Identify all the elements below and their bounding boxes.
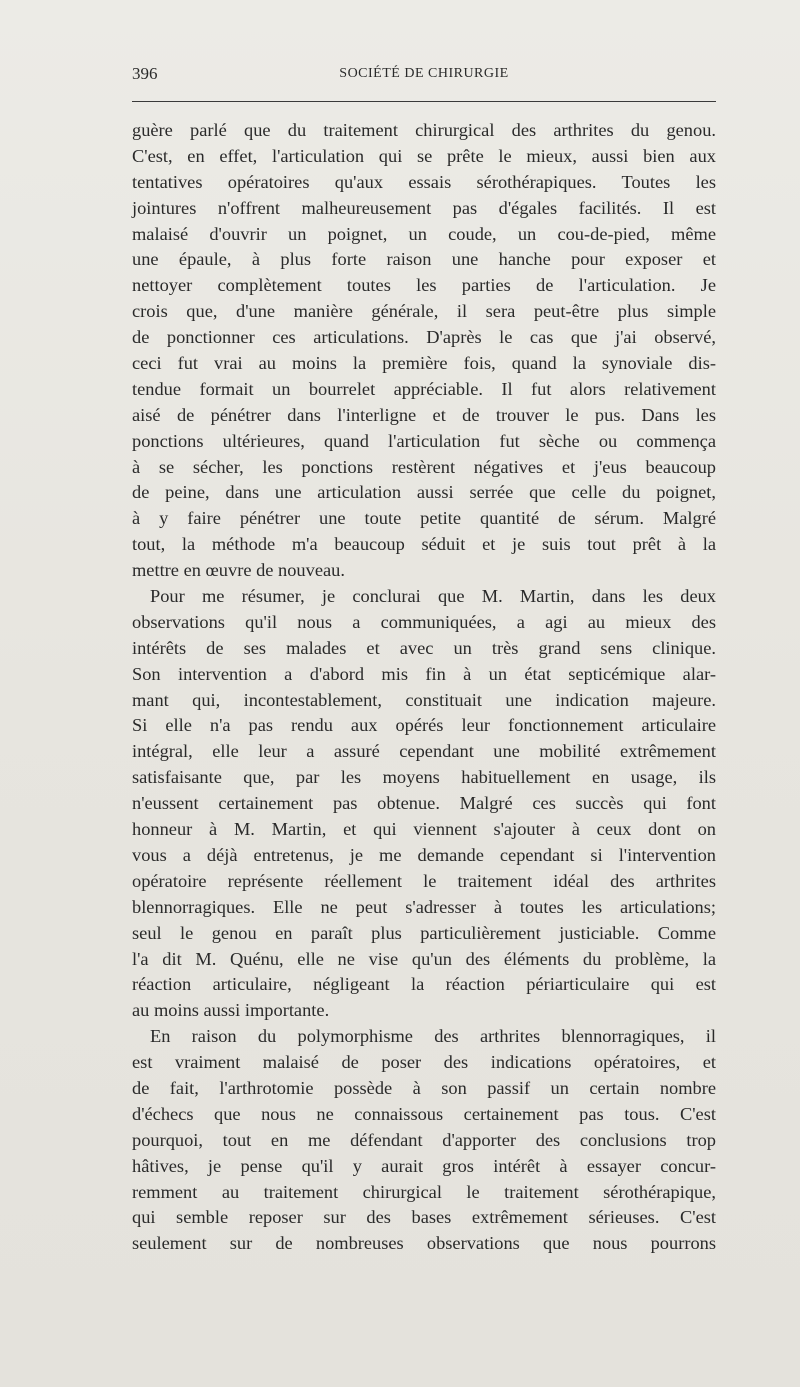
- text-line: tentatives opératoires qu'aux essais sérothérapiques. Toutes les: [132, 171, 716, 192]
- text-line: Si elle n'a pas rendu aux opérés leur fonctionnement articulaire: [132, 715, 716, 736]
- text-line: seulement sur de nombreuses observations que nous pourrons: [132, 1233, 716, 1254]
- text-line: ponctions ultérieures, quand l'articulation fut sèche ou commença: [132, 430, 716, 451]
- text-line: Pour me résumer, je conclurai que M. Martin, dans les deux: [150, 586, 716, 607]
- text-line: crois que, d'une manière générale, il sera peut-être plus simple: [132, 301, 716, 322]
- text-line: l'a dit M. Quénu, elle ne vise qu'un des éléments du problème, la: [132, 948, 716, 969]
- text-line: de peine, dans une articulation aussi serrée que celle du poignet,: [132, 482, 716, 503]
- text-line: pourquoi, tout en me défendant d'apporter des conclusions trop: [132, 1129, 716, 1150]
- header-rule: [132, 101, 716, 102]
- text-line: est vraiment malaisé de poser des indications opératoires, et: [132, 1052, 716, 1073]
- text-line: de fait, l'arthrotomie possède à son passif un certain nombre: [132, 1077, 716, 1098]
- text-line: En raison du polymorphisme des arthrites blennorragiques, il: [150, 1026, 716, 1047]
- text-line: hâtives, je pense qu'il y aurait gros intérêt à essayer concur-: [132, 1155, 716, 1176]
- text-line: intégral, elle leur a assuré cependant une mobilité extrêmement: [132, 741, 716, 762]
- text-line: honneur à M. Martin, et qui viennent s'ajouter à ceux dont on: [132, 819, 716, 840]
- text-line: guère parlé que du traitement chirurgical des arthrites du genou.: [132, 120, 716, 140]
- text-line: observations qu'il nous a communiquées, a agi au mieux des: [132, 611, 716, 632]
- text-line: à se sécher, les ponctions restèrent négatives et j'eus beaucoup: [132, 456, 716, 477]
- text-line: d'échecs que nous ne connaissous certainement pas tous. C'est: [132, 1103, 716, 1124]
- text-line: malaisé d'ouvrir un poignet, un coude, un cou-de-pied, même: [132, 223, 716, 244]
- text-line: C'est, en effet, l'articulation qui se prête le mieux, aussi bien aux: [132, 145, 716, 166]
- text-line: vous a déjà entretenus, je me demande cependant si l'intervention: [132, 844, 716, 865]
- page-header: [132, 64, 716, 88]
- text-line: n'eussent certainement pas obtenue. Malgré ces succès qui font: [132, 793, 716, 814]
- text-line: opératoire représente réellement le traitement idéal des arthrites: [132, 870, 716, 891]
- text-line: ceci fut vrai au moins la première fois, quand la synoviale dis-: [132, 353, 716, 374]
- text-line: satisfaisante que, par les moyens habituellement en usage, ils: [132, 767, 716, 788]
- text-line: remment au traitement chirurgical le traitement sérothérapique,: [132, 1181, 716, 1202]
- text-line: mettre en œuvre de nouveau.: [132, 560, 345, 581]
- text-line: au moins aussi importante.: [132, 1000, 330, 1021]
- body-text: [132, 118, 716, 1257]
- text-line: réaction articulaire, négligeant la réaction périarticulaire qui est: [132, 974, 716, 995]
- text-line: tendue formait un bourrelet appréciable. Il fut alors relativement: [132, 378, 716, 399]
- text-line: qui semble reposer sur des bases extrêmement sérieuses. C'est: [132, 1207, 716, 1228]
- running-head: SOCIÉTÉ DE CHIRURGIE: [339, 66, 509, 81]
- text-line: tout, la méthode m'a beaucoup séduit et je suis tout prêt à la: [132, 534, 716, 555]
- text-line: intérêts de ses malades et avec un très grand sens clinique.: [132, 637, 716, 658]
- text-line: seul le genou en paraît plus particulièrement justiciable. Comme: [132, 922, 716, 943]
- text-line: de ponctionner ces articulations. D'après le cas que j'ai observé,: [132, 327, 716, 348]
- text-line: une épaule, à plus forte raison une hanche pour exposer et: [132, 249, 716, 270]
- page-number: 396: [132, 64, 158, 83]
- text-line: blennorragiques. Elle ne peut s'adresser à toutes les articulations;: [132, 896, 716, 917]
- text-line: Son intervention a d'abord mis fin à un état septicémique alar-: [132, 663, 716, 684]
- text-line: jointures n'offrent malheureusement pas d'égales facilités. Il est: [132, 197, 716, 218]
- text-line: à y faire pénétrer une toute petite quantité de sérum. Malgré: [132, 508, 716, 529]
- text-line: nettoyer complètement toutes les parties de l'articulation. Je: [132, 275, 716, 296]
- text-line: mant qui, incontestablement, constituait une indication majeure.: [132, 689, 716, 710]
- text-line: aisé de pénétrer dans l'interligne et de trouver le pus. Dans les: [132, 404, 716, 425]
